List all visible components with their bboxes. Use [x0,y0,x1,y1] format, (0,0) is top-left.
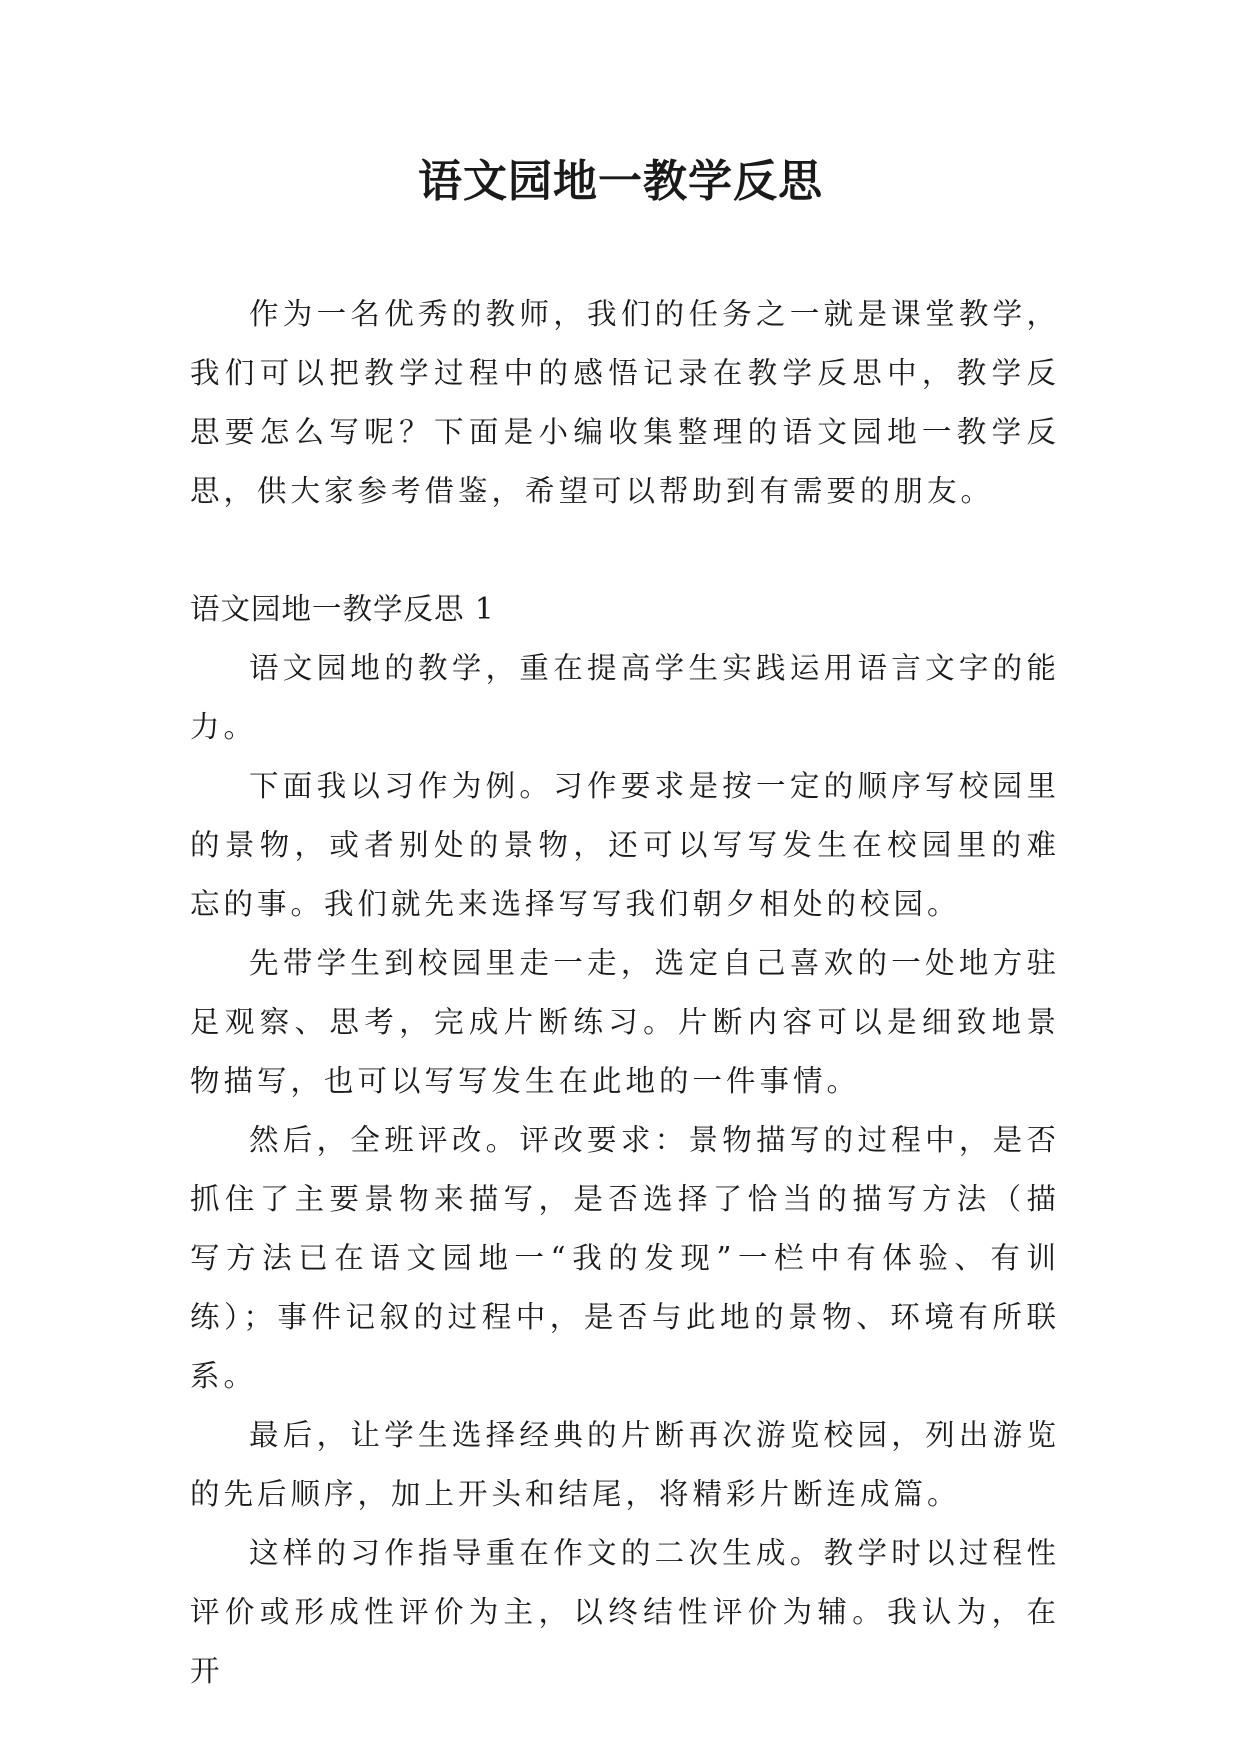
intro-paragraph: 作为一名优秀的教师，我们的任务之一就是课堂教学，我们可以把教学过程中的感悟记录在教学反思中，教学反思要怎么写呢？下面是小编收集整理的语文园地一教学反思，供大家参考借鉴，希望可以帮助到有需要的朋友。 [190,297,1060,508]
body-paragraph-2: 下面我以习作为例。习作要求是按一定的顺序写校园里的景物，或者别处的景物，还可以写写发生在校园里的难忘的事。我们就先来选择写写我们朝夕相处的校园。 [190,769,1060,921]
body-paragraph-5: 最后，让学生选择经典的片断再次游览校园，列出游览的先后顺序，加上开头和结尾，将精彩片断连成篇。 [190,1418,1060,1511]
document-title: 语文园地一教学反思 [418,156,823,207]
body-paragraph-1: 语文园地的教学，重在提高学生实践运用语言文字的能力。 [190,651,1060,744]
section-heading: 语文园地一教学反思 1 [190,592,495,626]
body-paragraph-3: 先带学生到校园里走一走，选定自己喜欢的一处地方驻足观察、思考，完成片断练习。片断内容可以是细致地景物描写，也可以写写发生在此地的一件事情。 [190,946,1060,1098]
document-body [190,285,1060,1701]
body-paragraph-6: 这样的习作指导重在作文的二次生成。教学时以过程性评价或形成性评价为主，以终结性评价为辅。我认为，在开 [190,1536,1060,1688]
body-paragraph-4: 然后，全班评改。评改要求：景物描写的过程中，是否抓住了主要景物来描写，是否选择了恰当的描写方法（描写方法已在语文园地一“我的发现”一栏中有体验、有训练）；事件记叙的过程中，是否与此地的景物、环境有所联系。 [190,1123,1060,1393]
